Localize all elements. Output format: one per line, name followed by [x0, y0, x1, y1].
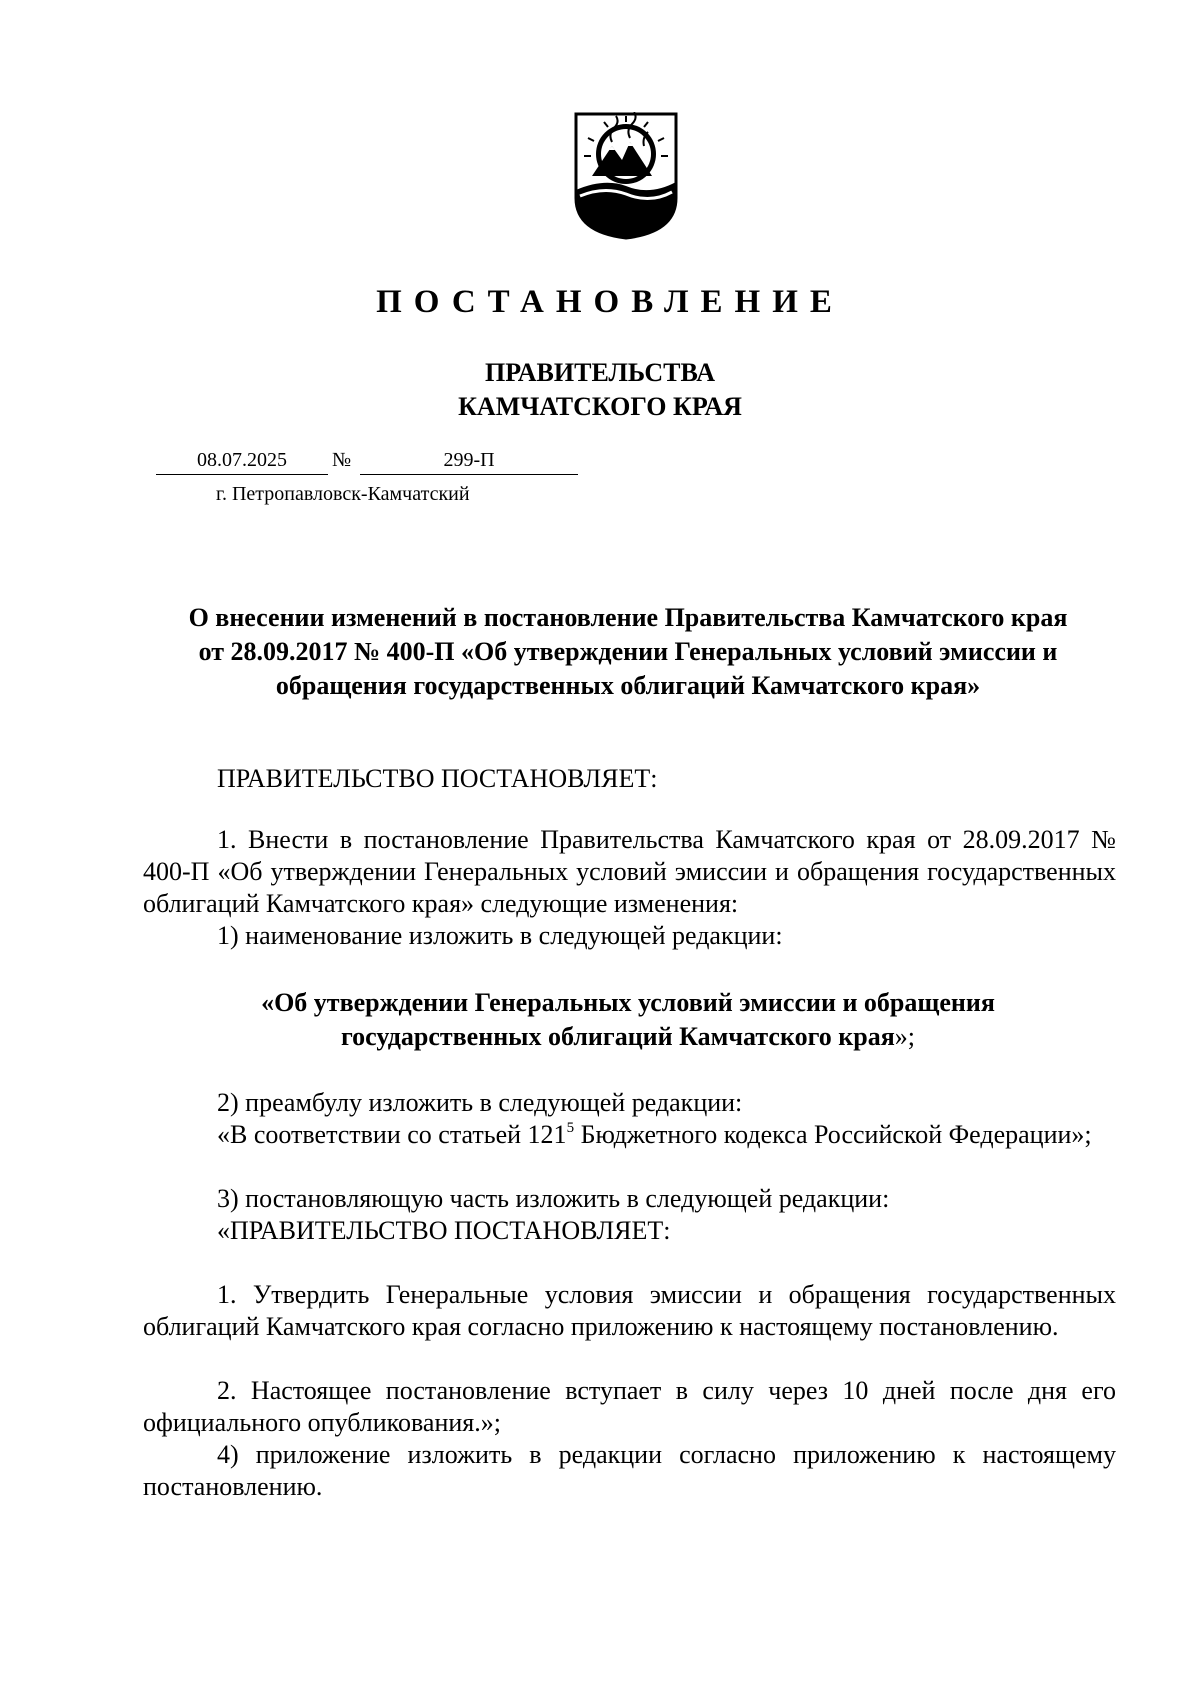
authority-line-1: ПРАВИТЕЛЬСТВА	[485, 358, 715, 387]
new-title-quote	[140, 986, 1116, 1054]
paragraph-1-item-2: 2) преамбулу изложить в следующей редакции:	[217, 1088, 743, 1117]
number-sign: №	[332, 449, 352, 471]
preamble-quote	[143, 1119, 1116, 1151]
paragraph-1-item-4: 4) приложение изложить в редакции согласно приложению к настоящему постановлению.	[143, 1440, 1116, 1501]
city-name: г. Петропавловск-Камчатский	[216, 483, 470, 505]
authority-line-2: КАМЧАТСКОГО КРАЯ	[458, 392, 742, 421]
preamble-quote-start: «В соответствии со статьей 121	[217, 1120, 567, 1149]
quote-line-1: «Об утверждении Генеральных условий эмиссии и обращения	[261, 988, 995, 1017]
issuing-authority	[0, 356, 1200, 424]
quoted-item-2: 2. Настоящее постановление вступает в силу через 10 дней после дня его официального опубликования.»;	[143, 1376, 1116, 1437]
operative-quote-heading: «ПРАВИТЕЛЬСТВО ПОСТАНОВЛЯЕТ:	[217, 1216, 671, 1245]
document-title	[140, 601, 1116, 703]
title-line-3: обращения государственных облигаций Камчатского края»	[275, 671, 981, 700]
quoted-item-1: 1. Утвердить Генеральные условия эмиссии и обращения государственных облигаций Камчатского края согласно приложению к настоящему постановлению.	[143, 1280, 1116, 1341]
document-type-heading: ПОСТАНОВЛЕНИЕ	[376, 284, 844, 320]
quote-tail: »;	[894, 1022, 916, 1051]
paragraph-1-item-3: 3) постановляющую часть изложить в следующей редакции:	[217, 1184, 890, 1213]
document-date: 08.07.2025	[156, 448, 328, 475]
article-superscript: 5	[566, 1120, 575, 1136]
quote-line-2: государственных облигаций Камчатского края	[340, 1022, 895, 1051]
title-line-2: от 28.09.2017 № 400-П «Об утверждении Генеральных условий эмиссии и	[198, 637, 1058, 666]
coat-of-arms-icon	[574, 112, 678, 240]
title-line-1: О внесении изменений в постановление Правительства Камчатского края	[188, 603, 1068, 632]
paragraph-1-item-1: 1) наименование изложить в следующей редакции:	[217, 921, 783, 950]
resolves-heading: ПРАВИТЕЛЬСТВО ПОСТАНОВЛЯЕТ:	[217, 764, 658, 793]
preamble-quote-end: Бюджетного кодекса Российской Федерации»;	[574, 1120, 1092, 1149]
paragraph-1: 1. Внести в постановление Правительства Камчатского края от 28.09.2017 № 400-П «Об утверждении Генеральных условий эмиссии и обращения государственных облигаций Камчатского края» следующие изменения:	[143, 825, 1116, 918]
document-number: 299-П	[360, 448, 578, 475]
